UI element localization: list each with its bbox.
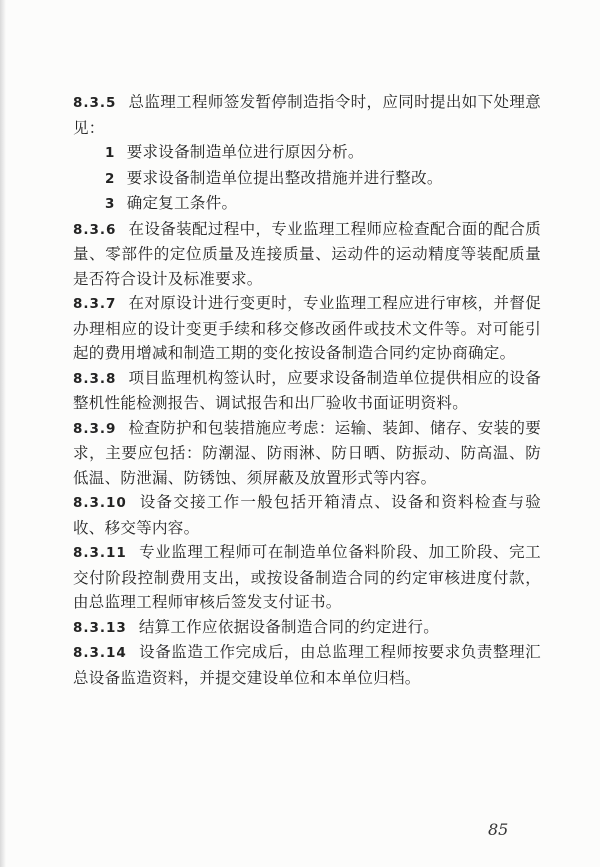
binding-edge: [0, 0, 6, 867]
clause-8-3-7: [73, 291, 541, 366]
clause-text: 结算工作应依据设备制造合同的约定进行。: [138, 617, 440, 636]
clause-number: 8.3.5: [73, 95, 117, 111]
list-item-number: 2: [105, 170, 115, 187]
clause-number: 8.3.7: [73, 296, 117, 312]
clause-text: 设备监造工作完成后，由总监理工程师按要求负责整理汇总设备监造资料，并提交建设单位和本单位归档。: [73, 643, 541, 687]
clause-8-3-8: [73, 366, 541, 416]
page-number: 85: [488, 820, 509, 839]
list-item-number: 1: [105, 145, 115, 161]
clause-8-3-10: [73, 490, 541, 540]
clause-number: 8.3.10: [73, 495, 127, 511]
clause-number: 8.3.8: [73, 370, 117, 387]
clause-text: 项目监理机构签认时，应要求设备制造单位提供相应的设备整机性能检测报告、调试报告和出厂验收书面证明资料。: [73, 368, 541, 412]
clause-8-3-13: [73, 615, 541, 641]
clause-text: 专业监理工程师可在制造单位备料阶段、加工阶段、完工交付阶段控制费用支出，或按设备制造合同的约定审核进度付款，由总监理工程师审核后签发支付证书。: [73, 543, 541, 611]
list-item: [73, 140, 541, 166]
clause-number: 8.3.9: [73, 420, 117, 437]
clause-8-3-9: [73, 416, 541, 491]
content-body: [73, 90, 541, 690]
list-item-text: 要求设备制造单位提出整改措施并进行整改。: [126, 168, 443, 187]
list-item: [73, 191, 541, 217]
clause-8-3-14: [73, 640, 541, 690]
clause-text: 总监理工程师签发暂停制造指令时，应同时提出如下处理意见：: [73, 93, 541, 137]
list-item: [73, 166, 541, 192]
list-item-text: 确定复工条件。: [126, 194, 238, 212]
clause-number: 8.3.13: [73, 619, 127, 636]
clause-number: 8.3.6: [73, 221, 117, 238]
clause-8-3-5: [73, 90, 541, 140]
list-item-text: 要求设备制造单位进行原因分析。: [126, 143, 364, 161]
clause-text: 在设备装配过程中，专业监理工程师应检查配合面的配合质量、零部件的定位质量及连接质量、运动件的运动精度等装配质量是否符合设计及标准要求。: [73, 219, 541, 288]
list-item-number: 3: [105, 196, 115, 212]
clause-8-3-11: [73, 540, 541, 615]
clause-number: 8.3.14: [73, 645, 127, 661]
clause-text: 设备交接工作一般包括开箱清点、设备和资料检查与验收、移交等内容。: [73, 493, 541, 537]
clause-text: 在对原设计进行变更时，专业监理工程应进行审核，并督促办理相应的设计变更手续和移交修改函件或技术文件等。对可能引起的费用增减和制造工期的变化按设备制造合同约定协商确定。: [73, 294, 541, 362]
clause-8-3-6: [73, 217, 541, 292]
clause-text: 检查防护和包装措施应考虑：运输、装卸、储存、安装的要求，主要应包括：防潮湿、防雨淋、防日晒、防振动、防高温、防低温、防泄漏、防锈蚀、须屏蔽及放置形式等内容。: [73, 418, 541, 487]
clause-number: 8.3.11: [73, 545, 127, 561]
